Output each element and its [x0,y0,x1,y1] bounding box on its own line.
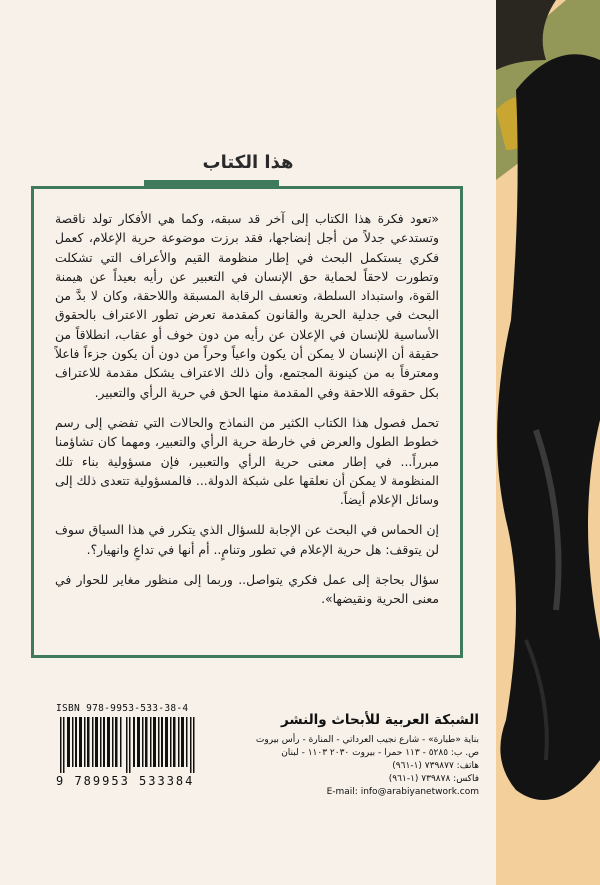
blurb-paragraph-2: تحمل فصول هذا الكتاب الكثير من النماذج والحالات التي تفضي إلى رسم خطوط الطول والعرض في خارطة حرية الرأي والتعبير، ومهما كان تشاؤمنا مبرراً... في إطار معنى حرية الرأي والتعبير، فإن مسؤولية بناء تلك المنظومة لا يمكن أن نعلقها على شبكة الدولة... فالمسؤولية تتعدى ذلك إلى وسائل الإعلام أيضاً. [55,414,439,508]
barcode-number: 9 789953 533384 [56,774,195,788]
publisher-phone: هاتف: ٧٣٩٨٧٧ (١-٩٦١) [392,761,479,771]
isbn-barcode [56,703,222,788]
publisher-email[interactable]: E-mail: info@arabiyanetwork.com [326,787,479,797]
publisher-info [249,712,479,799]
barcode-icon [56,717,206,773]
blurb-paragraph-4: سؤال بحاجة إلى عمل فكري يتواصل.. وربما إلى منظور مغاير للحوار في معنى الحرية ونقيضها». [55,572,439,607]
section-title: هذا الكتاب [202,152,294,173]
isbn-label: ISBN 978-9953-533-38-4 [56,703,189,714]
blurb-paragraph-3: إن الحماس في البحث عن الإجابة للسؤال الذي يتكرر في هذا السياق سوف لن يتوقف: هل حرية الإعلام في تطور وتنامٍ.. أم أنها في تداعٍ وانهيار؟. [55,522,439,557]
publisher-fax: فاكس: ٧٣٩٨٧٨ (١-٩٦١) [388,774,479,784]
blurb-box [31,186,463,658]
blurb-paragraph-1: «تعود فكرة هذا الكتاب إلى آخر قد سبقه، وكما هي الأفكار تولد ناقصة وتستدعي جدلاً من أجل إنضاجها، فقد برزت موضوعة حرية الإعلام، كعمل فكري يستكمل البحث في إطار منظومة القيم والأعراف التي تشكلت وتطورت لاحقاً لحماية حق الإنسان في التعبير عن رأيه بعيداً عن هيمنة القوة، واستبداد السلطة، وتعسف الرقابة المسبقة واللاحقة، وكان لا بدَّ من البحث في جدلية الحرية والقانون كمقدمة تعرض تطور الاعتراف بالحقوق الأساسية للإنسان في الإعلان عن رأيه من دون خوف أو عقاب، انطلاقاً من حقيقة أن الإنسان لا يمكن أن يكون واعياً وحراً من دون أن يكون جزءاً فاعلاً ومعترفاً به من كينونة المجتمع، وأن ذلك الاعتراف يشكل مقدمة للاعتراف بكل حقوقه اللاحقة وفي المقدمة منها الحق في حرية الرأي والتعبير. [55,211,439,400]
silhouette-artwork-icon [496,0,600,885]
cover-artwork-strip [496,0,600,885]
publisher-address-1: بناية «طبارة» - شارع نجيب العرداتي - المنارة - رأس بيروت [255,735,479,745]
publisher-address-2: ص. ب: ٥٢٨٥ - ١١٣ حمرا - بيروت ٢٠٣٠ ١١٠٣ - لبنان [281,748,479,758]
publisher-name: الشبكة العربية للأبحاث والنشر [280,712,479,728]
